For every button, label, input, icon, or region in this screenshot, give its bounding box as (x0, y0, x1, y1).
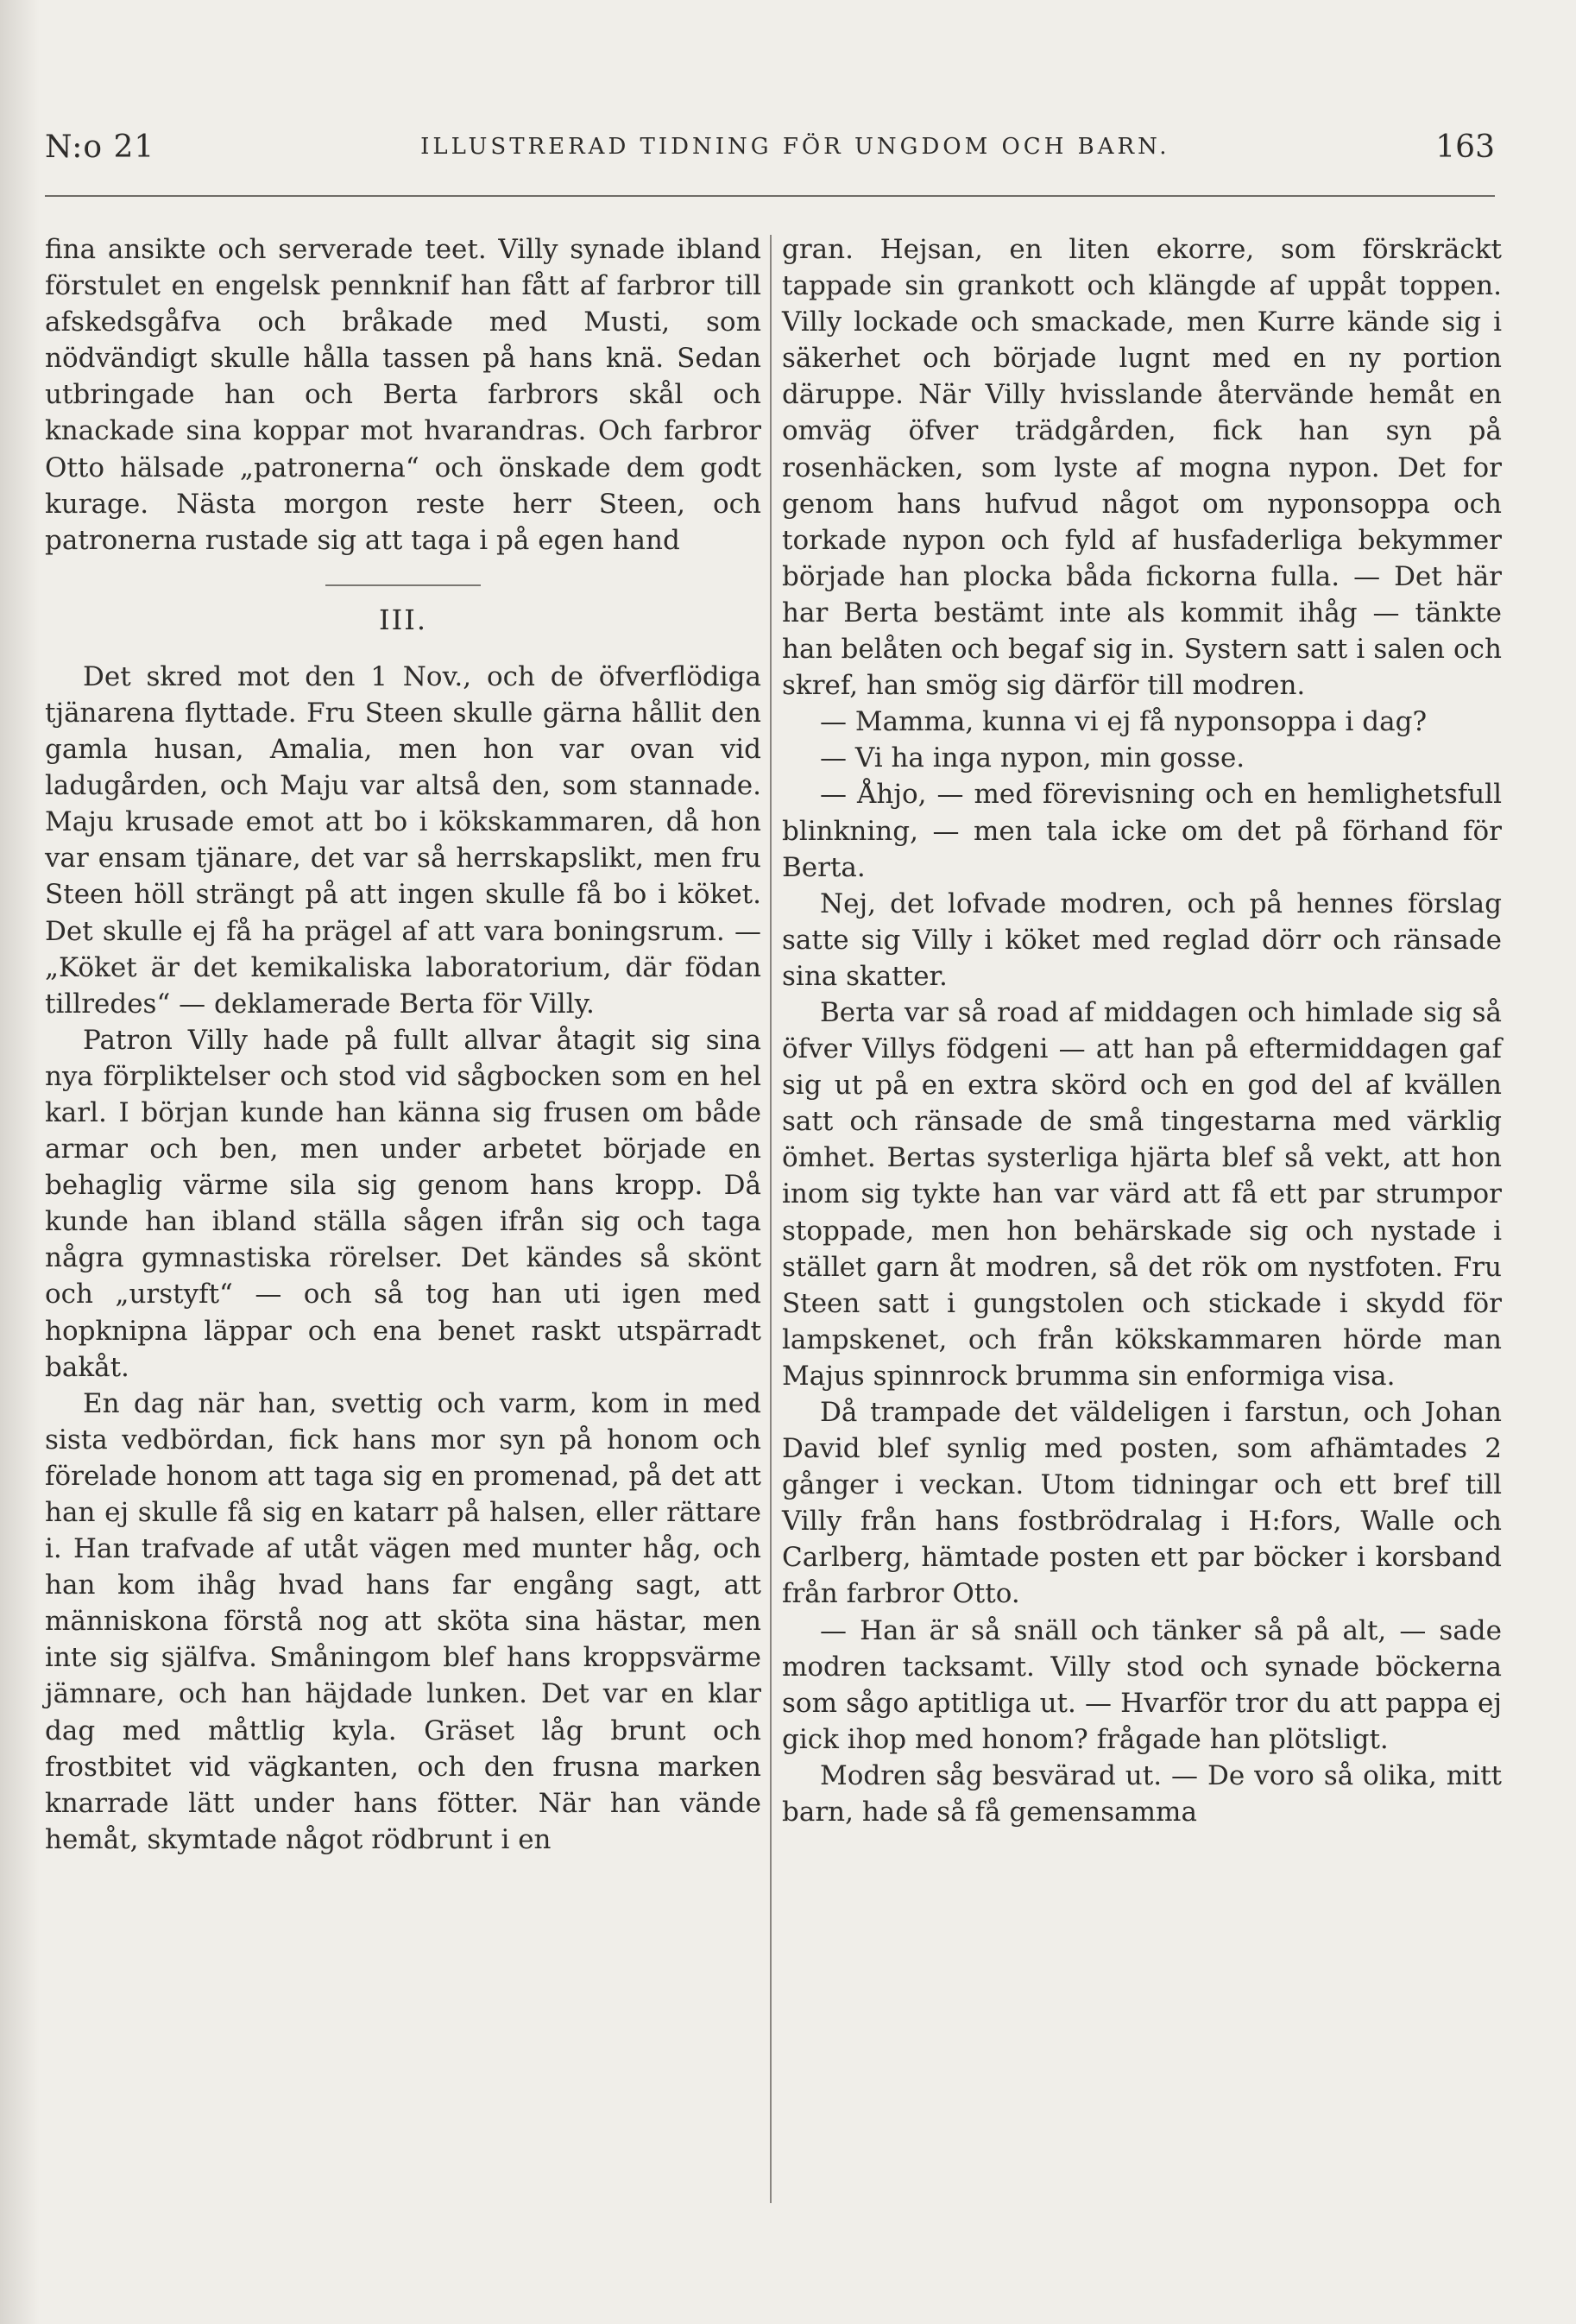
paragraph: Det skred mot den 1 Nov., och de öfverflödiga tjänarena flyttade. Fru Steen skulle gärna hållit den gamla husan, Amalia, men hon var ovan vid ladugården, och Maju var altså den, som stannade. Maju krusade emot att bo i kökskammaren, då hon var ensam tjänare, det var så herrskapslikt, men fru Steen höll strängt på att ingen skulle få bo i köket. Det skulle ej få ha prägel af att vara boningsrum. — „Köket är det kemikaliska laboratorium, där födan tillredes“ — deklamerade Berta för Villy. (45, 660, 761, 1020)
page-number: 163 (1435, 129, 1495, 165)
paragraph: — Mamma, kunna vi ej få nyponsoppa i dag? (820, 706, 1428, 738)
paragraph: — Åhjo, — med förevisning och en hemlighetsfull blinkning, — men tala icke om det på förhand för Berta. (782, 779, 1502, 883)
publication-title: ILLUSTRERAD TIDNING FÖR UNGDOM OCH BARN. (420, 134, 1170, 160)
left-column (45, 231, 761, 1858)
page-header (45, 121, 1495, 173)
paragraph: — Vi ha inga nypon, min gosse. (820, 742, 1245, 774)
paragraph: Berta var så road af middagen och himlade sig så öfver Villys födgeni — att han på eftermiddagen gaf sig ut på en extra skörd och en god del af kvällen satt och ränsade de små tingestarna med värklig ömhet. Bertas systerliga hjärta blef så vekt, att hon inom sig tykte han var värd att få ett par strumpor stoppade, men hon behärskade sig och nystade i stället garn åt modren, så det rök om nystfoten. Fru Steen satt i gungstolen och stickade i skydd för lampskenet, och från kökskammaren hörde man Majus spinnrock brumma sin enformiga visa. (782, 996, 1502, 1392)
paragraph: En dag när han, svettig och varm, kom in med sista vedbördan, fick hans mor syn på honom och förelade honom att taga sig en promenad, på det att han ej skulle få sig en katarr på halsen, eller rättare i. Han trafvade af utåt vägen med munter håg, och han kom ihåg hvad hans far engång sagt, att människona förstå nog att sköta sina hästar, men inte sig själfva. Småningom blef hans kroppsvärme jämnare, och han häjdade lunken. Det var en klar dag med måttlig kyla. Gräset låg brunt och frostbitet vid vägkanten, och den frusna marken knarrade lätt under hans fötter. När han vände hemåt, skymtade något rödbrunt i en (45, 1387, 761, 1855)
right-column (782, 231, 1502, 1830)
section-divider (325, 584, 481, 586)
paragraph: Nej, det lofvade modren, och på hennes förslag satte sig Villy i köket med reglad dörr och ränsade sina skatter. (782, 887, 1502, 992)
scan-edge-shadow (0, 0, 40, 2324)
paragraph: gran. Hejsan, en liten ekorre, som förskräckt tappade sin grankott och klängde af uppåt toppen. Villy lockade och smackade, men Kurre kände sig i säkerhet och började lugnt med en ny portion däruppe. När Villy hvisslande återvände hemåt en omväg öfver trädgården, fick han syn på rosenhäcken, som lyste af mogna nypon. Det for genom hans hufvud något om nyponsoppa och torkade nypon och fyld af husfaderliga bekymmer började han plocka båda fickorna fulla. — Det här har Berta bestämt inte als kommit ihåg — tänkte han belåten och begaf sig in. Systern satt i salen och skref, han smög sig därför till modren. (782, 234, 1502, 702)
header-rule (45, 195, 1495, 197)
paragraph: — Han är så snäll och tänker så på alt, — sade modren tacksamt. Villy stod och synade böckerna som sågo aptitliga ut. — Hvarför tror du att pappa ej gick ihop med honom? frågade han plötsligt. (782, 1614, 1502, 1755)
paragraph: Patron Villy hade på fullt allvar åtagit sig sina nya förpliktelser och stod vid sågbocken som en hel karl. I början kunde han känna sig frusen om både armar och ben, men under arbetet började en behaglig värme sila sig genom hans kropp. Då kunde han ibland ställa sågen ifrån sig och taga några gymnastiska rörelser. Det kändes så skönt och „urstyft“ — och så tog han uti igen med hopknipna läppar och ena benet raskt utspärradt bakåt. (45, 1024, 761, 1383)
paragraph: fina ansikte och serverade teet. Villy synade ibland förstulet en engelsk pennknif han fått af farbror till afskedsgåfva och bråkade med Musti, som nödvändigt skulle hålla tassen på hans knä. Sedan utbringade han och Berta farbrors skål och knackade sina koppar mot hvarandras. Och farbror Otto hälsade „patronerna“ och önskade dem godt kurage. Nästa morgon reste herr Steen, och patronerna rustade sig att taga i på egen hand (45, 234, 761, 556)
paragraph: Modren såg besvärad ut. — De voro så olika, mitt barn, hade så få gemensamma (782, 1759, 1502, 1828)
issue-number: N:o 21 (45, 129, 155, 165)
section-heading: III. (378, 603, 428, 636)
paragraph: Då trampade det väldeligen i farstun, och Johan David blef synlig med posten, som afhämtades 2 gånger i veckan. Utom tidningar och ett bref till Villy från hans fostbrödralag i H:fors, Walle och Carlberg, hämtade posten ett par böcker i korsband från farbror Otto. (782, 1397, 1502, 1610)
column-divider (770, 235, 772, 2203)
